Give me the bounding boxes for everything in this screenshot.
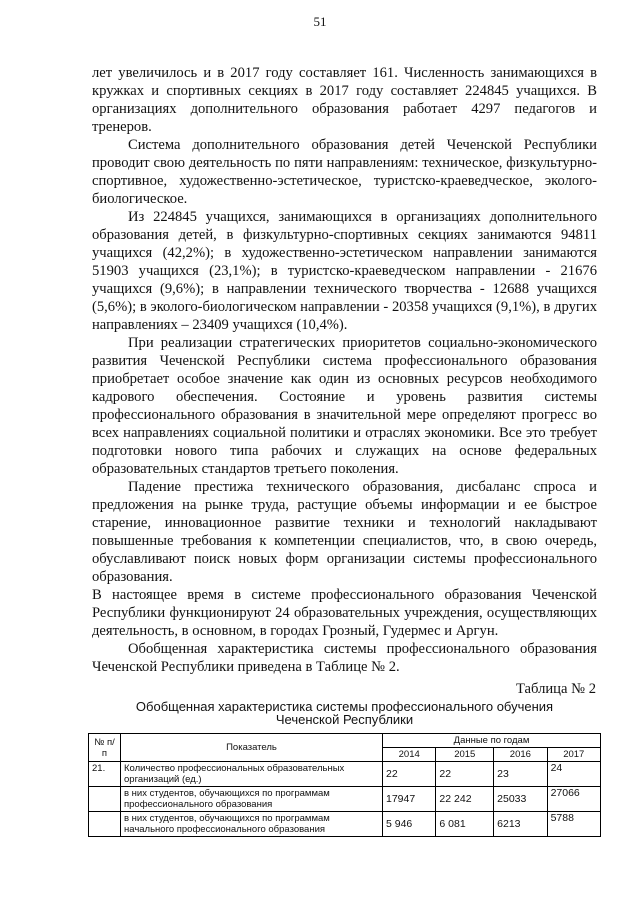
paragraph: лет увеличилось и в 2017 году составляет 161. Численность занимающихся в кружках и спортивных секциях в 2017 году составляет 224845 учащихся. В организациях дополнительного образования работает 4297 педагогов и тренеров. bbox=[92, 65, 597, 135]
cell-value: 5788 bbox=[547, 812, 600, 837]
cell-value: 5 946 bbox=[383, 812, 436, 837]
table-title bbox=[92, 700, 597, 726]
cell-number bbox=[89, 787, 121, 812]
cell-value: 23 bbox=[494, 762, 547, 787]
cell-value: 6213 bbox=[494, 812, 547, 837]
table-row bbox=[89, 787, 601, 812]
table-row bbox=[89, 812, 601, 837]
header-years-group: Данные по годам bbox=[383, 734, 601, 748]
cell-value: 24 bbox=[547, 762, 600, 787]
cell-value: 25033 bbox=[494, 787, 547, 812]
header-indicator: Показатель bbox=[121, 734, 383, 762]
paragraph: Из 224845 учащихся, занимающихся в организациях дополнительного образования детей, в физкультурно-спортивных секциях занимаются 94811 учащихся (42,2%); в художественно-эстетическом направлении занимаются 51903 учащихся (23,1%); в туристско-краеведческом направлении - 21676 учащихся (9,6%); в направлении технического творчества - 12688 учащихся (5,6%); в эколого-биологическом направлении - 20358 учащихся (9,1%), в других направлениях – 23409 учащихся (10,4%). bbox=[92, 209, 597, 333]
cell-indicator: в них студентов, обучающихся по программам начального профессионального образования bbox=[121, 812, 383, 837]
header-year: 2015 bbox=[436, 748, 494, 762]
table-row bbox=[89, 762, 601, 787]
cell-number: 21. bbox=[89, 762, 121, 787]
paragraph: При реализации стратегических приоритетов социально-экономического развития Чеченской Республики система профессионального образования приобретает особое значение как один из основных ресурсов необходимого кадрового обеспечения. Состояние и уровень развития системы профессионального образования в значительной мере определяют прогресс во всех направлениях социальной политики и отраслях экономики. Все это требует подготовки нового типа рабочих и служащих на основе федеральных образовательных стандартов третьего поколения. bbox=[92, 335, 597, 477]
data-table bbox=[88, 733, 601, 837]
page-number: 51 bbox=[313, 14, 327, 29]
cell-value: 27066 bbox=[547, 787, 600, 812]
cell-value: 17947 bbox=[383, 787, 436, 812]
paragraph: Обобщенная характеристика системы профессионального образования Чеченской Республики приведена в Таблице № 2. bbox=[92, 641, 597, 675]
cell-value: 6 081 bbox=[436, 812, 494, 837]
cell-value: 22 bbox=[383, 762, 436, 787]
cell-value: 22 242 bbox=[436, 787, 494, 812]
table-label: Таблица № 2 bbox=[516, 681, 596, 697]
paragraph: Падение престижа технического образования, дисбаланс спроса и предложения на рынке труда, растущие объемы информации и ее быстрое старение, инновационное развитие техники и технологий накладывают повышенные требования к компетенции специалистов, что, в свою очередь, обуславливают поиск новых форм организации системы профессионального образования. bbox=[92, 479, 597, 585]
table-header-row bbox=[89, 734, 601, 748]
cell-indicator: в них студентов, обучающихся по программам профессионального образования bbox=[121, 787, 383, 812]
cell-value: 22 bbox=[436, 762, 494, 787]
header-number: № п/п bbox=[89, 734, 121, 762]
header-year: 2016 bbox=[494, 748, 547, 762]
table-title-line: Обобщенная характеристика системы профессионального обучения bbox=[135, 699, 554, 714]
header-year: 2014 bbox=[383, 748, 436, 762]
body-text bbox=[92, 64, 597, 676]
cell-number bbox=[89, 812, 121, 837]
paragraph: В настоящее время в системе профессионального образования Чеченской Республики функционируют 24 образовательных учреждения, осуществляющих деятельность, в основном, в городах Грозный, Гудермес и Аргун. bbox=[92, 587, 597, 639]
header-year: 2017 bbox=[547, 748, 600, 762]
table-title-line: Чеченской Республики bbox=[275, 712, 414, 727]
paragraph: Система дополнительного образования детей Чеченской Республики проводит свою деятельность по пяти направлениям: техническое, физкультурно-спортивное, художественно-эстетическое, туристско-краеведческое, эколого-биологическое. bbox=[92, 137, 597, 207]
cell-indicator: Количество профессиональных образовательных организаций (ед.) bbox=[121, 762, 383, 787]
